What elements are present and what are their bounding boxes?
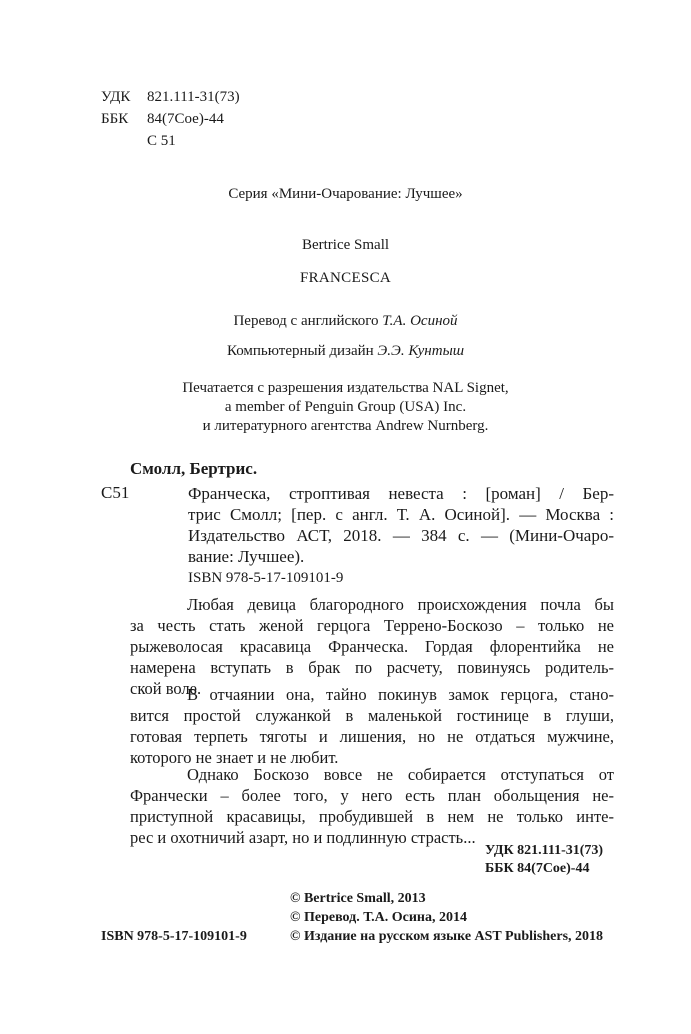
udk-line: [101, 86, 240, 108]
annotation-line: Любая девица благородного происхождения почла бы: [187, 595, 614, 614]
permission-line-3: и литературного агентства Andrew Nurnberg.: [202, 418, 489, 434]
annotation-line: Однако Боскозо вовсе не собирается отступаться от: [187, 765, 614, 784]
copyright-edition: © Издание на русском языке AST Publishers, 2018: [290, 929, 604, 944]
copyright-author: © Bertrice Small, 2013: [290, 891, 426, 906]
annotation-line: приступной красавицы, пробудившей в нем не только инте-: [130, 807, 614, 826]
catalog-entry-line: Издательство АСТ, 2018. — 384 с. — (Мини-Очаро-: [188, 526, 614, 545]
permission-line-2: a member of Penguin Group (USA) Inc.: [224, 399, 467, 415]
design-prefix: Компьютерный дизайн: [226, 343, 374, 359]
annotation-line: готовая терпеть тяготы и лишения, но не отдаться мужчине,: [130, 727, 614, 746]
bbk-label: ББК: [101, 111, 129, 127]
annotation-line: за честь стать женой герцога Террено-Боскозо – только не: [130, 616, 614, 635]
catalog-entry-line: вание: Лучшее).: [188, 547, 305, 566]
annotation-line: намерена вступать в брак по расчету, повинуясь родитель-: [130, 658, 614, 677]
annotation-line: рес и охотничий азарт, но и подлинную страсть...: [130, 828, 476, 847]
designer-name: Э.Э. Кунтыш: [377, 343, 465, 359]
catalog-entry-line: Франческа, строптивая невеста : [роман] / Бер-: [188, 484, 614, 503]
bbk-line: [101, 108, 224, 130]
translator-name: Т.А. Осиной: [382, 313, 458, 329]
annotation-line: В отчаянии она, тайно покинув замок герцога, стано-: [187, 685, 614, 704]
bbk-value: 84(7Сое)-44: [147, 111, 224, 127]
udk-label: УДК: [101, 89, 131, 105]
catalog-entry: [188, 483, 614, 567]
author-sign: С 51: [147, 133, 176, 149]
translation-credit: [0, 313, 691, 330]
original-author: Bertrice Small: [301, 237, 390, 253]
footer-isbn: ISBN 978-5-17-109101-9: [101, 929, 247, 944]
permission-line-1: Печатается с разрешения издательства NAL Signet,: [182, 380, 509, 396]
catalog-isbn: ISBN 978-5-17-109101-9: [188, 570, 344, 586]
catalog-heading: Смолл, Бертрис.: [130, 459, 258, 478]
catalog-code: С51: [101, 483, 130, 502]
design-credit: [0, 343, 691, 360]
copyright-translation: © Перевод. Т.А. Осина, 2014: [290, 910, 467, 925]
annotation-line: Франчески – более того, у него есть план обольщения не-: [130, 786, 614, 805]
annotation-line: вится простой служанкой в маленькой гостинице в глуши,: [130, 706, 614, 725]
catalog-entry-line: трис Смолл; [пер. с англ. Т. А. Осиной]. — Москва :: [188, 505, 614, 524]
annotation-line: ской воле.: [130, 679, 202, 698]
translation-prefix: Перевод с английского: [233, 313, 379, 329]
annotation-line: рыжеволосая красавица Франческа. Гордая флорентийка не: [130, 637, 614, 656]
original-title: FRANCESCA: [299, 270, 392, 286]
annotation-paragraph-3: [130, 764, 614, 848]
footer-udk: УДК 821.111-31(73): [485, 843, 604, 858]
udk-value: 821.111-31(73): [147, 89, 240, 105]
annotation-line: которого не знает и не любит.: [130, 748, 339, 767]
annotation-paragraph-2: [130, 684, 614, 768]
series-title: Серия «Мини-Очарование: Лучшее»: [228, 186, 463, 202]
footer-bbk: ББК 84(7Сое)-44: [485, 861, 590, 876]
